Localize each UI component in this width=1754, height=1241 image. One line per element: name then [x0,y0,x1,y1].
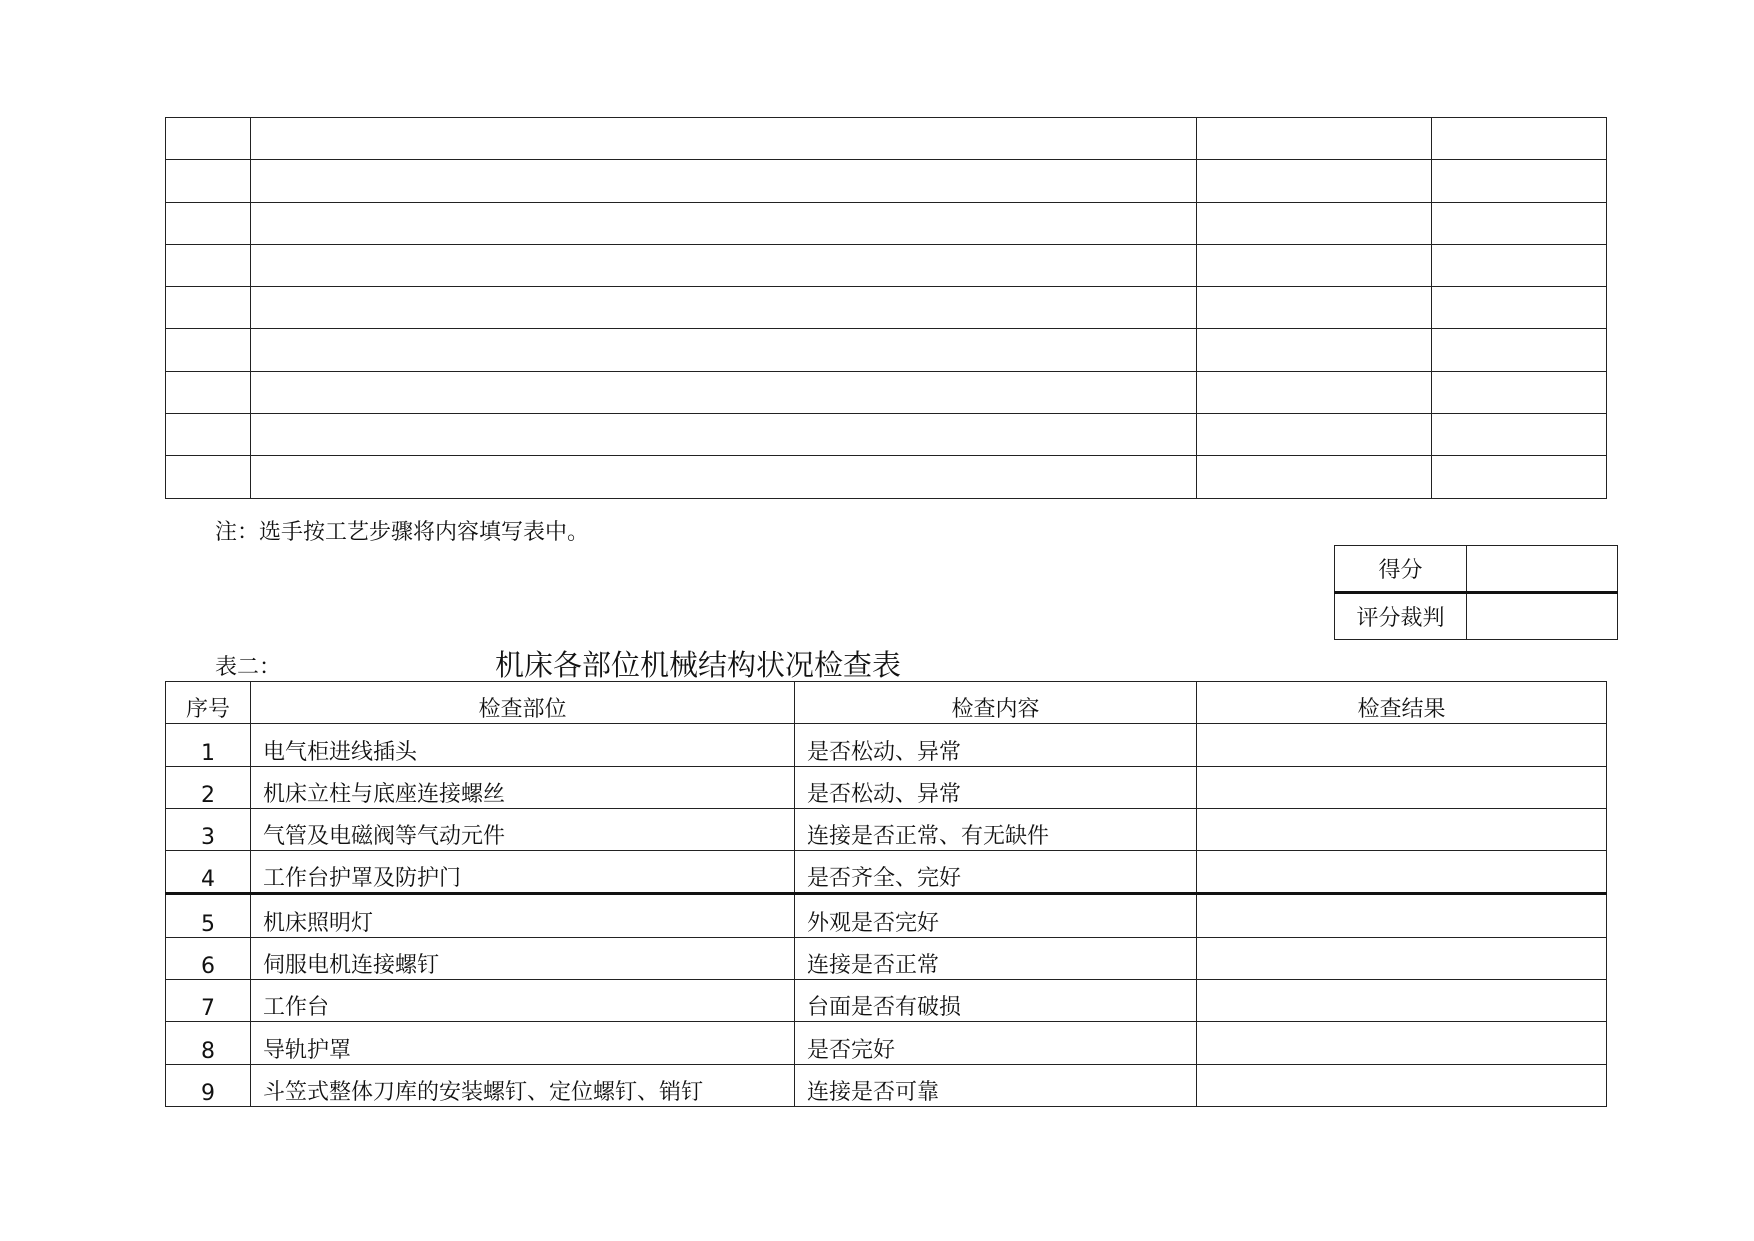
row-part: 机床立柱与底座连接螺丝 [251,766,795,808]
header-content: 检查内容 [795,682,1197,724]
row-index: 5 [166,894,251,937]
row-result[interactable] [1197,766,1607,808]
row-part: 气管及电磁阀等气动元件 [251,808,795,850]
empty-cell[interactable] [166,414,251,456]
empty-cell[interactable] [251,456,1197,498]
table-row [166,1022,1607,1064]
empty-cell[interactable] [1432,160,1607,202]
table-row [166,202,1607,244]
table-label: 表二： [215,655,282,680]
header-part: 检查部位 [251,682,795,724]
empty-cell[interactable] [1432,414,1607,456]
score-box [1334,545,1618,640]
row-result[interactable] [1197,808,1607,850]
table-row [166,980,1607,1022]
row-content: 连接是否正常、有无缺件 [795,808,1197,850]
header-result: 检查结果 [1197,682,1607,724]
empty-cell[interactable] [251,371,1197,413]
row-index: 2 [166,766,251,808]
table-one-continued [165,117,1607,499]
table-row [166,371,1607,413]
empty-cell[interactable] [251,202,1197,244]
table-row [166,329,1607,371]
row-result[interactable] [1197,851,1607,894]
row-index: 7 [166,980,251,1022]
row-content: 连接是否可靠 [795,1064,1197,1106]
table-row [166,851,1607,894]
empty-cell[interactable] [1197,244,1432,286]
row-index: 9 [166,1064,251,1106]
row-content: 台面是否有破损 [795,980,1197,1022]
row-index: 4 [166,851,251,894]
row-result[interactable] [1197,937,1607,979]
judge-field[interactable] [1467,593,1618,640]
row-content: 是否完好 [795,1022,1197,1064]
row-result[interactable] [1197,1064,1607,1106]
empty-cell[interactable] [1432,202,1607,244]
empty-cell[interactable] [1197,414,1432,456]
row-part: 斗笠式整体刀库的安装螺钉、定位螺钉、销钉 [251,1064,795,1106]
empty-cell[interactable] [166,160,251,202]
empty-cell[interactable] [166,287,251,329]
table-row [166,456,1607,498]
table-row [166,160,1607,202]
empty-cell[interactable] [166,244,251,286]
row-content: 是否齐全、完好 [795,851,1197,894]
row-part: 工作台护罩及防护门 [251,851,795,894]
empty-cell[interactable] [166,371,251,413]
table-row [166,894,1607,937]
table-row [166,724,1607,766]
empty-cell[interactable] [1197,202,1432,244]
row-index: 6 [166,937,251,979]
empty-cell[interactable] [1432,287,1607,329]
empty-cell[interactable] [251,160,1197,202]
row-content: 连接是否正常 [795,937,1197,979]
note-text: 注：选手按工艺步骤将内容填写表中。 [215,520,590,545]
empty-cell[interactable] [166,118,251,160]
empty-cell[interactable] [166,456,251,498]
row-result[interactable] [1197,1022,1607,1064]
row-result[interactable] [1197,724,1607,766]
row-content: 外观是否完好 [795,894,1197,937]
table-row [166,766,1607,808]
empty-cell[interactable] [166,202,251,244]
row-part: 导轨护罩 [251,1022,795,1064]
row-content: 是否松动、异常 [795,724,1197,766]
table-row [166,808,1607,850]
row-part: 机床照明灯 [251,894,795,937]
empty-cell[interactable] [251,287,1197,329]
empty-cell[interactable] [1197,371,1432,413]
table-row [166,937,1607,979]
table-title: 机床各部位机械结构状况检查表 [495,648,902,682]
header-index: 序号 [166,682,251,724]
score-field[interactable] [1467,546,1618,593]
table-row [166,244,1607,286]
row-part: 电气柜进线插头 [251,724,795,766]
row-index: 8 [166,1022,251,1064]
empty-cell[interactable] [251,244,1197,286]
row-result[interactable] [1197,894,1607,937]
table-row [166,287,1607,329]
empty-cell[interactable] [1432,371,1607,413]
row-part: 伺服电机连接螺钉 [251,937,795,979]
table-row [166,414,1607,456]
empty-cell[interactable] [251,329,1197,371]
row-part: 工作台 [251,980,795,1022]
table-row [166,1064,1607,1106]
empty-cell[interactable] [1432,244,1607,286]
row-content: 是否松动、异常 [795,766,1197,808]
empty-cell[interactable] [1197,118,1432,160]
empty-cell[interactable] [1432,118,1607,160]
row-index: 3 [166,808,251,850]
empty-cell[interactable] [1197,456,1432,498]
empty-cell[interactable] [1432,329,1607,371]
empty-cell[interactable] [1432,456,1607,498]
empty-cell[interactable] [1197,287,1432,329]
row-result[interactable] [1197,980,1607,1022]
empty-cell[interactable] [166,329,251,371]
row-index: 1 [166,724,251,766]
judge-label: 评分裁判 [1335,593,1467,640]
score-label: 得分 [1335,546,1467,593]
empty-cell[interactable] [1197,160,1432,202]
empty-cell[interactable] [1197,329,1432,371]
table-row [166,118,1607,160]
empty-cell[interactable] [251,118,1197,160]
inspection-table [165,681,1607,1107]
empty-cell[interactable] [251,414,1197,456]
